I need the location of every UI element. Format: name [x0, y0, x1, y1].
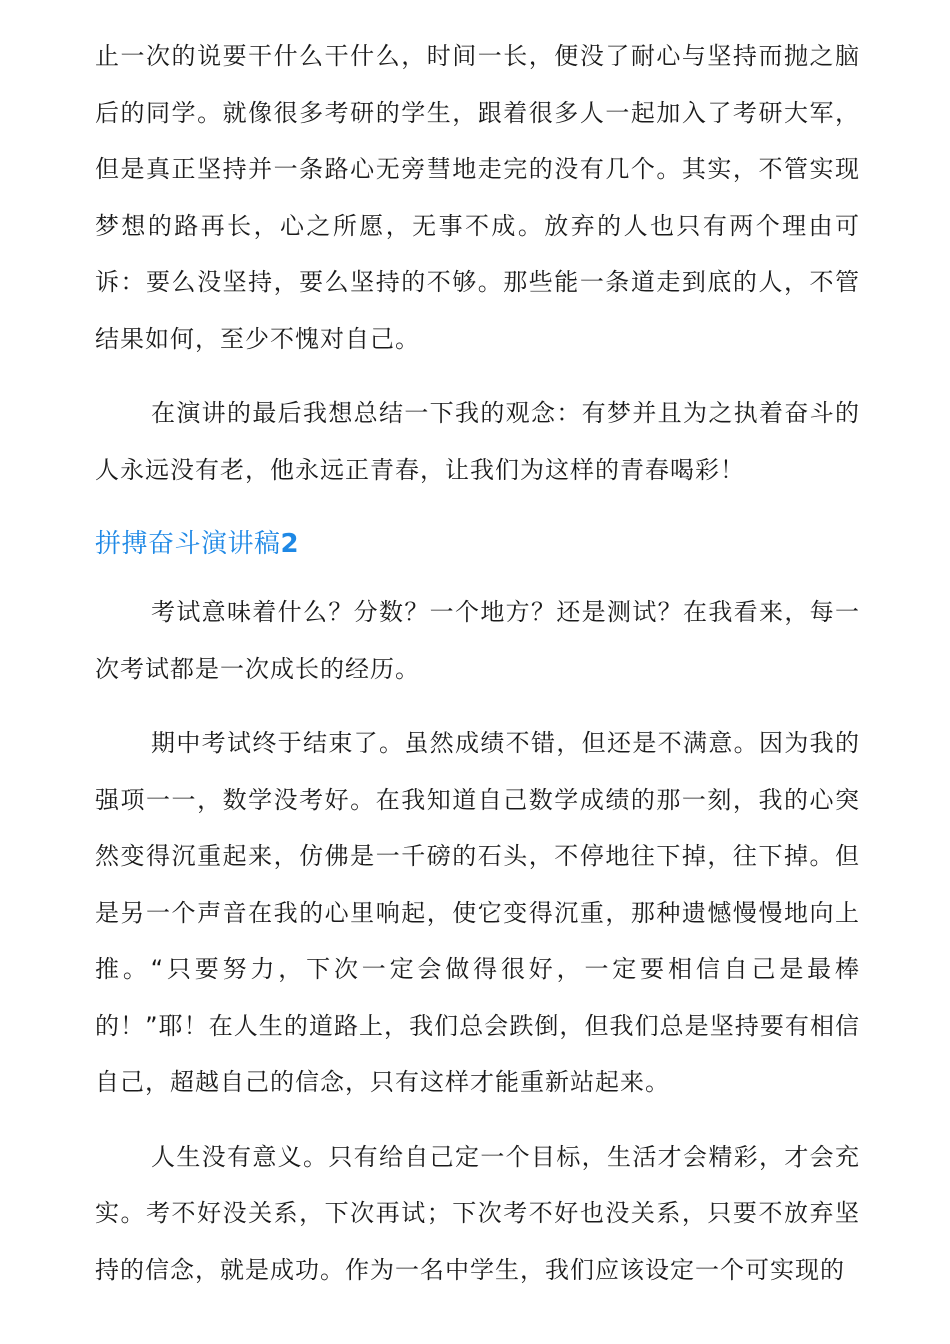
paragraph-spacer	[95, 697, 860, 715]
body-paragraph: 期中考试终于结束了。虽然成绩不错，但还是不满意。因为我的强项一一，数学没考好。在我知道自己数学成绩的那一刻，我的心突然变得沉重起来，仿佛是一千磅的石头，不停地往下掉，往下掉。但是另一个声音在我的心里响起，使它变得沉重，那种遗憾慢慢地向上推。“只要努力，下次一定会做得很好，一定要相信自己是最棒的！”耶！在人生的道路上，我们总会跌倒，但我们总是坚持要有相信自己，超越自己的信念，只有这样才能重新站起来。	[95, 729, 860, 1096]
section-heading-number: 2	[280, 529, 300, 559]
body-paragraph: 人生没有意义。只有给自己定一个目标，生活才会精彩，才会充实。考不好没关系，下次再试；下次考不好也没关系，只要不放弃坚持的信念，就是成功。作为一名中学生，我们应该设定一个可实现的	[95, 1142, 860, 1284]
paragraph-spacer	[95, 1111, 860, 1129]
body-paragraph: 在演讲的最后我想总结一下我的观念：有梦并且为之执着奋斗的人永远没有老，他永远正青春，让我们为这样的青春喝彩！	[95, 399, 860, 484]
document-page	[95, 28, 860, 1298]
heading-spacer	[95, 572, 860, 584]
paragraph-spacer	[95, 367, 860, 385]
section-heading-text: 拼搏奋斗演讲稿	[95, 529, 281, 559]
heading-spacer	[95, 498, 860, 516]
body-paragraph: 考试意味着什么？分数？一个地方？还是测试？在我看来，每一次考试都是一次成长的经历。	[95, 598, 860, 683]
body-paragraph: 止一次的说要干什么干什么，时间一长，便没了耐心与坚持而抛之脑后的同学。就像很多考研的学生，跟着很多人一起加入了考研大军，但是真正坚持并一条路心无旁彗地走完的没有几个。其实，不管实现梦想的路再长，心之所愿，无事不成。放弃的人也只有两个理由可诉：要么没坚持，要么坚持的不够。那些能一条道走到底的人，不管结果如何，至少不愧对自己。	[95, 42, 860, 353]
section-heading	[95, 516, 860, 572]
